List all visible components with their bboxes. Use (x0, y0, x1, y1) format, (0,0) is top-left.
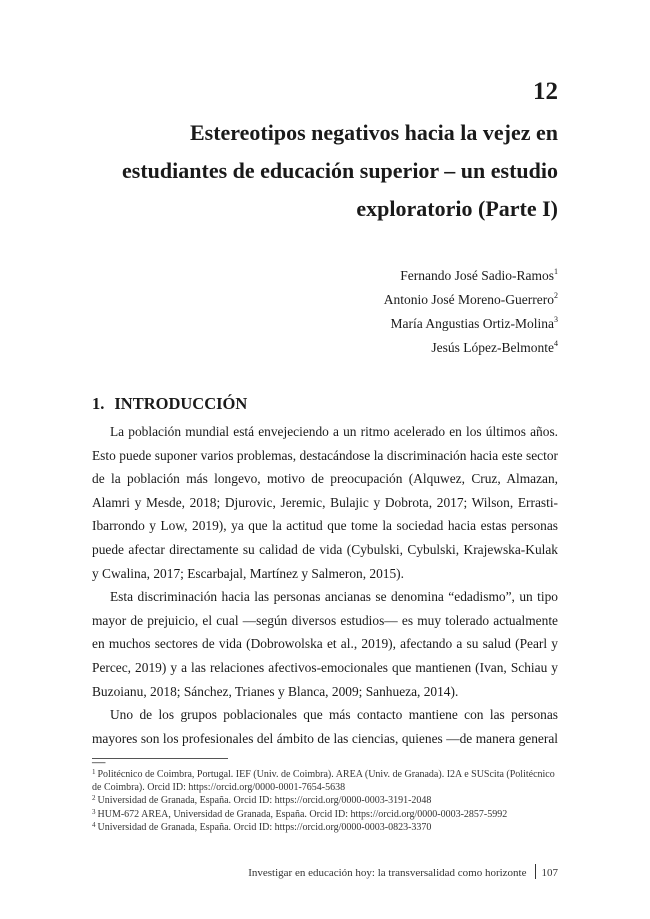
running-footer (248, 864, 558, 879)
footnote-mark: 2 (554, 291, 558, 300)
section-number: 1. (92, 394, 105, 413)
footnote: $^2$ Universidad de Granada, España. Orcid ID: https://orcid.org/0000-0003-3191-2048 (92, 794, 432, 807)
footer-divider (535, 864, 536, 879)
chapter-title (88, 114, 558, 228)
footnote: $^1$ Politécnico de Coimbra, Portugal. IEF (Univ. de Coimbra). AREA (Univ. de Granada). I2A e SUScita (Politécnico de Coimbra). Orcid ID: https://orcid.org/0000-0001-7654-5638 (92, 768, 555, 794)
footnote: $^3$ HUM-672 AREA, Universidad de Granada, España. Orcid ID: https://orcid.org/0000-0003-2857-5992 (92, 807, 508, 820)
section-heading (92, 394, 247, 414)
page-number: 107 (541, 867, 558, 879)
footnote-divider (92, 758, 228, 759)
footnote-mark: 4 (554, 339, 558, 348)
author-list (384, 264, 558, 360)
author-name: María Angustias Ortiz-Molina$^3$ (390, 315, 558, 331)
author-name: Fernando José Sadio-Ramos$^1$ (400, 267, 558, 283)
footnote-mark: 1 (554, 267, 558, 276)
author-name: Antonio José Moreno-Guerrero$^2$ (383, 291, 558, 307)
footnote: $^4$ Universidad de Granada, España. Orcid ID: https://orcid.org/0000-0003-0823-3370 (92, 820, 432, 833)
author-name: Jesús López-Belmonte$^4$ (431, 339, 558, 355)
chapter-title-line: exploratorio (Parte I) (356, 196, 558, 221)
paragraph: Esta discriminación hacia las personas ancianas se denomina “edadismo”, un tipo mayor de prejuicio, el cual —según diversos estudios— es muy tolerado actualmente en muchos sectores de vida (Dobrowolska et al., 2019), afectando a su salud (Pearl y Percec, 2019) y a las relaciones afectivos-emocionales que mantienen (Ivan, Schiau y Buzoianu, 2018; Sánchez, Trianes y Blanca, 2009; Sanhueza, 2014). (92, 589, 558, 699)
book-title: Investigar en educación hoy: la transversalidad como horizonte (248, 867, 527, 879)
paragraph: La población mundial está envejeciendo a un ritmo acelerado en los últimos años. Esto puede suponer varios problemas, destacándose la discriminación hacia este sector de la población más longevo, motivo de preocupación (Alquwez, Cruz, Almazan, Alamri y Mesde, 2018; Djurovic, Jeremic, Bulajic y Dobrota, 2017; Wilson, Errasti-Ibarrondo y Low, 2019), ya que la actitud que tome la sociedad hacia estas personas puede afectar directamente su calidad de vida (Cybulski, Cybulski, Krajewska-Kulak y Cwalina, 2017; Escarbajal, Martínez y Salmeron, 2015). (92, 424, 558, 581)
chapter-title-line: Estereotipos negativos hacia la vejez en (189, 120, 558, 145)
footnotes (92, 768, 562, 834)
paragraph: Uno de los grupos poblacionales que más contacto mantiene con las personas mayores son los profesionales del ámbito de las ciencias, quienes —de manera general— (92, 707, 558, 770)
body-text (92, 420, 558, 774)
footnote-mark: 3 (554, 315, 558, 324)
section-title: INTRODUCCIÓN (114, 394, 248, 413)
chapter-number: 12 (533, 78, 558, 105)
chapter-title-line: estudiantes de educación superior – un estudio (122, 158, 558, 183)
